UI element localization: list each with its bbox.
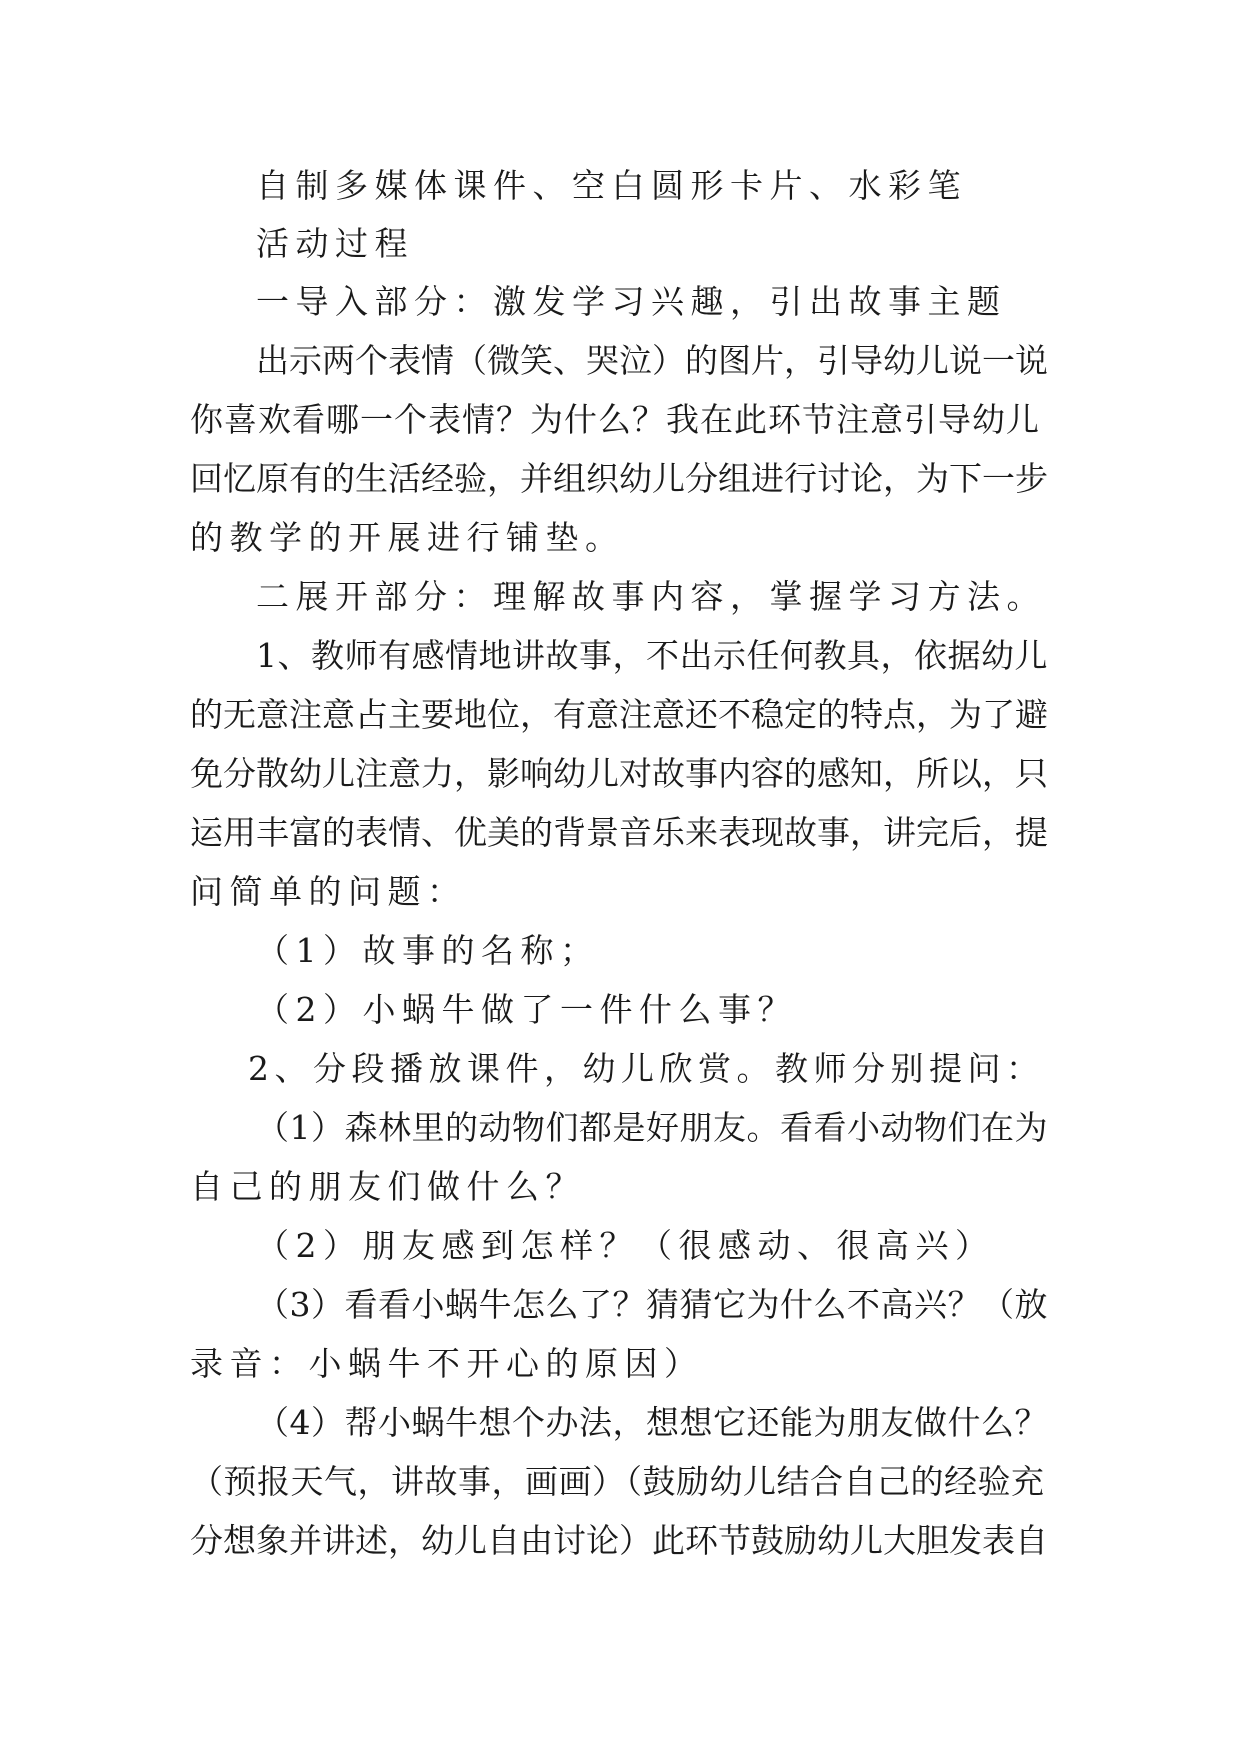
text-line: 出示两个表情（微笑、哭泣）的图片，引导幼儿说一说 — [256, 341, 1048, 380]
text-line: （1）森林里的动物们都是好朋友。看看小动物们在为 — [256, 1108, 1048, 1147]
text-line: 录音：小蜗牛不开心的原因） — [190, 1344, 704, 1383]
text-line: （2）朋友感到怎样？（很感动、很高兴） — [256, 1226, 995, 1265]
text-line: 一导入部分：激发学习兴趣，引出故事主题 — [256, 282, 1007, 321]
text-line: 的无意注意占主要地位，有意注意还不稳定的特点，为了避 — [190, 695, 1048, 734]
text-line: 二展开部分：理解故事内容，掌握学习方法。 — [256, 577, 1046, 616]
text-line: 自制多媒体课件、空白圆形卡片、水彩笔 — [256, 166, 967, 205]
text-line: （3）看看小蜗牛怎么了？猜猜它为什么不高兴？（放 — [256, 1285, 1048, 1324]
text-line: 2、分段播放课件，幼儿欣赏。教师分别提问： — [248, 1049, 1045, 1088]
text-line: 的教学的开展进行铺垫。 — [190, 518, 625, 557]
text-line: （预报天气，讲故事，画画）（鼓励幼儿结合自己的经验充 — [190, 1462, 1045, 1501]
text-line: 1、教师有感情地讲故事，不出示任何教具，依据幼儿 — [256, 636, 1048, 675]
text-line: （2）小蜗牛做了一件什么事？ — [256, 990, 797, 1029]
text-line: 活动过程 — [256, 224, 414, 263]
text-line: （4）帮小蜗牛想个办法，想想它还能为朋友做什么？ — [256, 1403, 1048, 1442]
text-line: 免分散幼儿注意力，影响幼儿对故事内容的感知，所以，只 — [190, 754, 1048, 793]
text-line: 分想象并讲述，幼儿自由讨论）此环节鼓励幼儿大胆发表自 — [190, 1521, 1048, 1560]
text-line: 自己的朋友们做什么？ — [190, 1167, 585, 1206]
text-line: 问简单的问题： — [190, 872, 467, 911]
text-line: （1）故事的名称； — [256, 931, 600, 970]
text-line: 你喜欢看哪一个表情？为什么？我在此环节注意引导幼儿 — [190, 400, 1040, 439]
text-line: 运用丰富的表情、优美的背景音乐来表现故事，讲完后，提 — [190, 813, 1048, 852]
text-line: 回忆原有的生活经验，并组织幼儿分组进行讨论，为下一步 — [190, 459, 1048, 498]
